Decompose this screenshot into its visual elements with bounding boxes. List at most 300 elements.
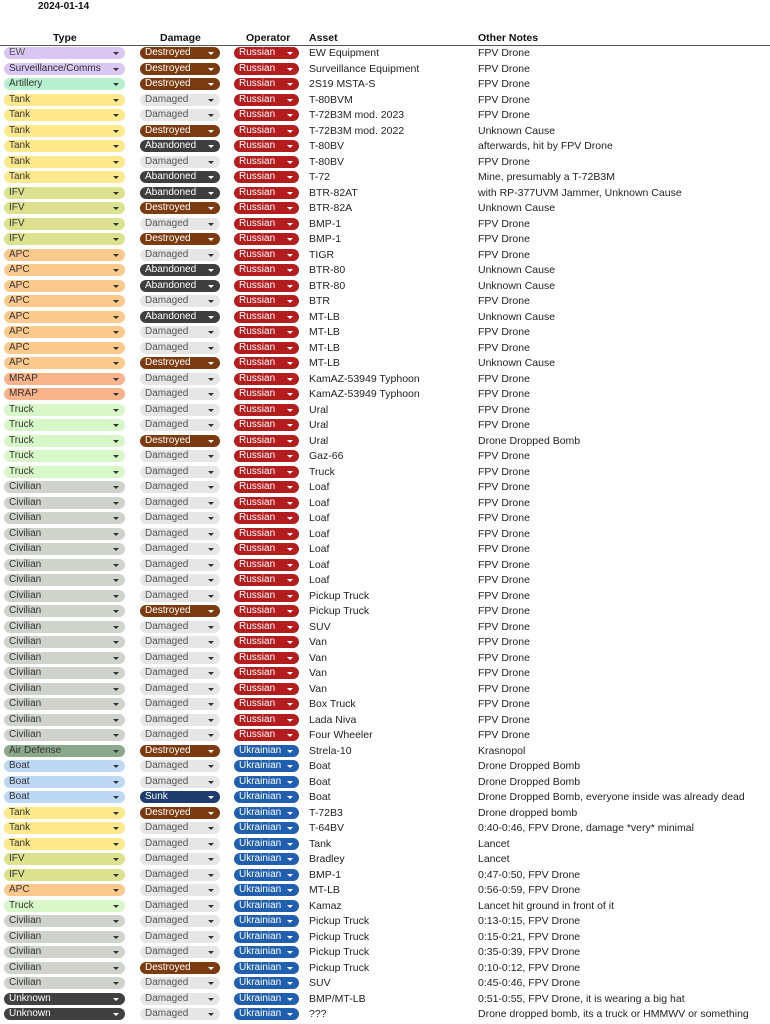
notes-cell[interactable]: FPV Drone bbox=[478, 326, 530, 338]
type-dropdown[interactable] bbox=[4, 853, 125, 865]
damage-dropdown[interactable] bbox=[140, 280, 220, 292]
damage-dropdown[interactable] bbox=[140, 791, 220, 803]
asset-cell[interactable]: T-64BV bbox=[309, 822, 345, 834]
damage-dropdown[interactable] bbox=[140, 559, 220, 571]
damage-dropdown[interactable] bbox=[140, 807, 220, 819]
notes-cell[interactable]: Drone Dropped Bomb, everyone inside was already dead bbox=[478, 791, 745, 803]
asset-cell[interactable]: Lada Niva bbox=[309, 713, 357, 726]
damage-dropdown[interactable] bbox=[140, 171, 220, 183]
type-dropdown[interactable] bbox=[4, 435, 125, 447]
asset-cell[interactable]: Gaz-66 bbox=[309, 450, 344, 462]
notes-cell[interactable]: FPV Drone bbox=[478, 636, 530, 648]
asset-cell[interactable]: T-72 bbox=[309, 171, 331, 183]
notes-cell[interactable]: FPV Drone bbox=[478, 372, 530, 385]
notes-cell[interactable]: Unknown Cause bbox=[478, 264, 556, 276]
notes-cell[interactable]: FPV Drone bbox=[478, 543, 530, 555]
operator-dropdown[interactable] bbox=[234, 125, 299, 137]
operator-dropdown[interactable] bbox=[234, 388, 299, 400]
operator-dropdown[interactable] bbox=[234, 233, 299, 245]
operator-dropdown[interactable] bbox=[234, 187, 299, 199]
asset-cell[interactable]: BTR-80 bbox=[309, 279, 346, 292]
damage-dropdown[interactable] bbox=[140, 636, 220, 648]
operator-dropdown[interactable] bbox=[234, 884, 299, 896]
operator-dropdown[interactable] bbox=[234, 249, 299, 261]
operator-dropdown[interactable] bbox=[234, 807, 299, 819]
damage-dropdown[interactable] bbox=[140, 1008, 220, 1020]
asset-cell[interactable]: Pickup Truck bbox=[309, 946, 370, 958]
damage-dropdown[interactable] bbox=[140, 915, 220, 927]
type-dropdown[interactable] bbox=[4, 528, 125, 540]
asset-cell[interactable]: ??? bbox=[309, 1008, 327, 1020]
type-dropdown[interactable] bbox=[4, 233, 125, 245]
damage-dropdown[interactable] bbox=[140, 233, 220, 245]
damage-dropdown[interactable] bbox=[140, 497, 220, 509]
damage-dropdown[interactable] bbox=[140, 993, 220, 1005]
damage-dropdown[interactable] bbox=[140, 977, 220, 989]
notes-cell[interactable]: FPV Drone bbox=[478, 465, 530, 478]
type-dropdown[interactable] bbox=[4, 156, 125, 168]
damage-dropdown[interactable] bbox=[140, 946, 220, 958]
damage-dropdown[interactable] bbox=[140, 481, 220, 493]
damage-dropdown[interactable] bbox=[140, 202, 220, 214]
notes-cell[interactable]: 0:56-0:59, FPV Drone bbox=[478, 884, 581, 896]
notes-cell[interactable]: FPV Drone bbox=[478, 341, 530, 354]
operator-dropdown[interactable] bbox=[234, 962, 299, 974]
notes-cell[interactable]: FPV Drone bbox=[478, 93, 530, 106]
notes-cell[interactable]: FPV Drone bbox=[478, 698, 530, 710]
notes-cell[interactable]: FPV Drone bbox=[478, 233, 530, 245]
damage-dropdown[interactable] bbox=[140, 295, 220, 307]
asset-cell[interactable]: Pickup Truck bbox=[309, 589, 370, 602]
operator-dropdown[interactable] bbox=[234, 714, 299, 726]
asset-cell[interactable]: SUV bbox=[309, 977, 331, 989]
type-dropdown[interactable] bbox=[4, 915, 125, 927]
damage-dropdown[interactable] bbox=[140, 342, 220, 354]
type-dropdown[interactable] bbox=[4, 977, 125, 989]
notes-cell[interactable]: Unknown Cause bbox=[478, 279, 556, 292]
operator-dropdown[interactable] bbox=[234, 698, 299, 710]
notes-cell[interactable]: FPV Drone bbox=[478, 527, 530, 540]
operator-dropdown[interactable] bbox=[234, 357, 299, 369]
asset-cell[interactable]: T-72B3M mod. 2022 bbox=[309, 124, 405, 137]
type-dropdown[interactable] bbox=[4, 807, 125, 819]
notes-cell[interactable]: FPV Drone bbox=[478, 713, 530, 726]
asset-cell[interactable]: Pickup Truck bbox=[309, 605, 370, 617]
operator-dropdown[interactable] bbox=[234, 419, 299, 431]
operator-dropdown[interactable] bbox=[234, 528, 299, 540]
asset-cell[interactable]: T-72B3M mod. 2023 bbox=[309, 109, 405, 121]
asset-cell[interactable]: BTR bbox=[309, 295, 330, 307]
damage-dropdown[interactable] bbox=[140, 667, 220, 679]
asset-cell[interactable]: Boat bbox=[309, 791, 331, 803]
notes-cell[interactable]: Unknown Cause bbox=[478, 310, 556, 323]
asset-cell[interactable]: T-80BVM bbox=[309, 93, 353, 106]
asset-cell[interactable]: MT-LB bbox=[309, 326, 340, 338]
operator-dropdown[interactable] bbox=[234, 218, 299, 230]
notes-cell[interactable]: FPV Drone bbox=[478, 651, 530, 664]
asset-cell[interactable]: BTR-80 bbox=[309, 264, 346, 276]
damage-dropdown[interactable] bbox=[140, 47, 220, 59]
asset-cell[interactable]: BMP/MT-LB bbox=[309, 992, 366, 1005]
operator-dropdown[interactable] bbox=[234, 853, 299, 865]
type-dropdown[interactable] bbox=[4, 745, 125, 757]
damage-dropdown[interactable] bbox=[140, 652, 220, 664]
asset-cell[interactable]: Surveillance Equipment bbox=[309, 62, 420, 75]
notes-cell[interactable]: FPV Drone bbox=[478, 248, 530, 261]
damage-dropdown[interactable] bbox=[140, 528, 220, 540]
damage-dropdown[interactable] bbox=[140, 94, 220, 106]
notes-cell[interactable]: 0:35-0:39, FPV Drone bbox=[478, 946, 581, 958]
damage-dropdown[interactable] bbox=[140, 109, 220, 121]
asset-cell[interactable]: Loaf bbox=[309, 512, 330, 524]
asset-cell[interactable]: Box Truck bbox=[309, 698, 356, 710]
damage-dropdown[interactable] bbox=[140, 590, 220, 602]
operator-dropdown[interactable] bbox=[234, 78, 299, 90]
type-dropdown[interactable] bbox=[4, 559, 125, 571]
type-dropdown[interactable] bbox=[4, 357, 125, 369]
damage-dropdown[interactable] bbox=[140, 962, 220, 974]
type-dropdown[interactable] bbox=[4, 171, 125, 183]
notes-cell[interactable]: FPV Drone bbox=[478, 419, 530, 431]
damage-dropdown[interactable] bbox=[140, 326, 220, 338]
type-dropdown[interactable] bbox=[4, 946, 125, 958]
asset-cell[interactable]: MT-LB bbox=[309, 310, 340, 323]
damage-dropdown[interactable] bbox=[140, 264, 220, 276]
asset-cell[interactable]: BMP-1 bbox=[309, 868, 342, 881]
asset-cell[interactable]: KamAZ-53949 Typhoon bbox=[309, 372, 420, 385]
asset-cell[interactable]: Loaf bbox=[309, 527, 330, 540]
asset-cell[interactable]: BTR-82A bbox=[309, 202, 353, 214]
damage-dropdown[interactable] bbox=[140, 822, 220, 834]
notes-cell[interactable]: Lancet bbox=[478, 837, 510, 850]
notes-cell[interactable]: FPV Drone bbox=[478, 109, 530, 121]
asset-cell[interactable]: Boat bbox=[309, 775, 331, 788]
damage-dropdown[interactable] bbox=[140, 125, 220, 137]
operator-dropdown[interactable] bbox=[234, 264, 299, 276]
operator-dropdown[interactable] bbox=[234, 342, 299, 354]
damage-dropdown[interactable] bbox=[140, 357, 220, 369]
damage-dropdown[interactable] bbox=[140, 714, 220, 726]
damage-dropdown[interactable] bbox=[140, 466, 220, 478]
asset-cell[interactable]: Van bbox=[309, 651, 327, 664]
operator-dropdown[interactable] bbox=[234, 915, 299, 927]
damage-dropdown[interactable] bbox=[140, 900, 220, 912]
operator-dropdown[interactable] bbox=[234, 683, 299, 695]
asset-cell[interactable]: Strela-10 bbox=[309, 744, 352, 757]
operator-dropdown[interactable] bbox=[234, 140, 299, 152]
damage-dropdown[interactable] bbox=[140, 512, 220, 524]
asset-cell[interactable]: Pickup Truck bbox=[309, 915, 370, 927]
operator-dropdown[interactable] bbox=[234, 776, 299, 788]
type-dropdown[interactable] bbox=[4, 295, 125, 307]
asset-cell[interactable]: Ural bbox=[309, 419, 329, 431]
damage-dropdown[interactable] bbox=[140, 543, 220, 555]
operator-dropdown[interactable] bbox=[234, 481, 299, 493]
operator-dropdown[interactable] bbox=[234, 636, 299, 648]
damage-dropdown[interactable] bbox=[140, 78, 220, 90]
type-dropdown[interactable] bbox=[4, 125, 125, 137]
type-dropdown[interactable] bbox=[4, 140, 125, 152]
type-dropdown[interactable] bbox=[4, 388, 125, 400]
notes-cell[interactable]: Unknown Cause bbox=[478, 202, 556, 214]
operator-dropdown[interactable] bbox=[234, 466, 299, 478]
damage-dropdown[interactable] bbox=[140, 683, 220, 695]
damage-dropdown[interactable] bbox=[140, 450, 220, 462]
notes-cell[interactable]: 0:10-0:12, FPV Drone bbox=[478, 961, 581, 974]
notes-cell[interactable]: afterwards, hit by FPV Drone bbox=[478, 140, 613, 152]
notes-cell[interactable]: FPV Drone bbox=[478, 589, 530, 602]
damage-dropdown[interactable] bbox=[140, 249, 220, 261]
notes-cell[interactable]: FPV Drone bbox=[478, 78, 530, 90]
asset-cell[interactable]: Loaf bbox=[309, 558, 330, 571]
asset-cell[interactable]: Kamaz bbox=[309, 899, 342, 912]
operator-dropdown[interactable] bbox=[234, 605, 299, 617]
asset-cell[interactable]: Boat bbox=[309, 760, 331, 772]
type-dropdown[interactable] bbox=[4, 512, 125, 524]
type-dropdown[interactable] bbox=[4, 373, 125, 385]
type-dropdown[interactable] bbox=[4, 466, 125, 478]
operator-dropdown[interactable] bbox=[234, 280, 299, 292]
asset-cell[interactable]: EW Equipment bbox=[309, 47, 380, 59]
operator-dropdown[interactable] bbox=[234, 729, 299, 741]
notes-cell[interactable]: FPV Drone bbox=[478, 574, 530, 586]
asset-cell[interactable]: Tank bbox=[309, 837, 332, 850]
damage-dropdown[interactable] bbox=[140, 574, 220, 586]
operator-dropdown[interactable] bbox=[234, 559, 299, 571]
damage-dropdown[interactable] bbox=[140, 869, 220, 881]
damage-dropdown[interactable] bbox=[140, 388, 220, 400]
asset-cell[interactable]: BTR-82AT bbox=[309, 186, 358, 199]
operator-dropdown[interactable] bbox=[234, 574, 299, 586]
asset-cell[interactable]: MT-LB bbox=[309, 884, 340, 896]
notes-cell[interactable]: Unknown Cause bbox=[478, 357, 556, 369]
notes-cell[interactable]: FPV Drone bbox=[478, 62, 530, 75]
asset-cell[interactable]: TIGR bbox=[309, 248, 335, 261]
operator-dropdown[interactable] bbox=[234, 450, 299, 462]
type-dropdown[interactable] bbox=[4, 621, 125, 633]
asset-cell[interactable]: T-80BV bbox=[309, 155, 345, 168]
damage-dropdown[interactable] bbox=[140, 187, 220, 199]
type-dropdown[interactable] bbox=[4, 249, 125, 261]
asset-cell[interactable]: SUV bbox=[309, 620, 331, 633]
operator-dropdown[interactable] bbox=[234, 993, 299, 1005]
asset-cell[interactable]: Loaf bbox=[309, 574, 330, 586]
notes-cell[interactable]: Drone dropped bomb, its a truck or HMMWV or something bbox=[478, 1008, 749, 1020]
type-dropdown[interactable] bbox=[4, 729, 125, 741]
asset-cell[interactable]: BMP-1 bbox=[309, 233, 342, 245]
notes-cell[interactable]: 0:40-0:46, FPV Drone, damage *very* minimal bbox=[478, 822, 694, 834]
type-dropdown[interactable] bbox=[4, 218, 125, 230]
operator-dropdown[interactable] bbox=[234, 1008, 299, 1020]
damage-dropdown[interactable] bbox=[140, 776, 220, 788]
type-dropdown[interactable] bbox=[4, 993, 125, 1005]
notes-cell[interactable]: FPV Drone bbox=[478, 729, 530, 741]
damage-dropdown[interactable] bbox=[140, 760, 220, 772]
operator-dropdown[interactable] bbox=[234, 667, 299, 679]
asset-cell[interactable]: T-80BV bbox=[309, 140, 345, 152]
type-dropdown[interactable] bbox=[4, 543, 125, 555]
type-dropdown[interactable] bbox=[4, 280, 125, 292]
operator-dropdown[interactable] bbox=[234, 295, 299, 307]
operator-dropdown[interactable] bbox=[234, 931, 299, 943]
asset-cell[interactable]: T-72B3 bbox=[309, 806, 343, 819]
asset-cell[interactable]: BMP-1 bbox=[309, 217, 342, 230]
notes-cell[interactable]: 0:15-0:21, FPV Drone bbox=[478, 930, 581, 943]
asset-cell[interactable]: 2S19 MSTA-S bbox=[309, 78, 376, 90]
type-dropdown[interactable] bbox=[4, 760, 125, 772]
operator-dropdown[interactable] bbox=[234, 652, 299, 664]
type-dropdown[interactable] bbox=[4, 109, 125, 121]
type-dropdown[interactable] bbox=[4, 931, 125, 943]
operator-dropdown[interactable] bbox=[234, 373, 299, 385]
asset-cell[interactable]: Truck bbox=[309, 465, 335, 478]
notes-cell[interactable]: FPV Drone bbox=[478, 481, 530, 493]
operator-dropdown[interactable] bbox=[234, 326, 299, 338]
type-dropdown[interactable] bbox=[4, 605, 125, 617]
damage-dropdown[interactable] bbox=[140, 435, 220, 447]
operator-dropdown[interactable] bbox=[234, 63, 299, 75]
notes-cell[interactable]: 0:51-0:55, FPV Drone, it is wearing a big hat bbox=[478, 992, 685, 1005]
type-dropdown[interactable] bbox=[4, 481, 125, 493]
operator-dropdown[interactable] bbox=[234, 497, 299, 509]
damage-dropdown[interactable] bbox=[140, 605, 220, 617]
operator-dropdown[interactable] bbox=[234, 822, 299, 834]
notes-cell[interactable]: FPV Drone bbox=[478, 295, 530, 307]
notes-cell[interactable]: FPV Drone bbox=[478, 47, 530, 59]
type-dropdown[interactable] bbox=[4, 698, 125, 710]
type-dropdown[interactable] bbox=[4, 574, 125, 586]
type-dropdown[interactable] bbox=[4, 652, 125, 664]
operator-dropdown[interactable] bbox=[234, 311, 299, 323]
operator-dropdown[interactable] bbox=[234, 435, 299, 447]
operator-dropdown[interactable] bbox=[234, 760, 299, 772]
notes-cell[interactable]: FPV Drone bbox=[478, 217, 530, 230]
operator-dropdown[interactable] bbox=[234, 94, 299, 106]
operator-dropdown[interactable] bbox=[234, 512, 299, 524]
type-dropdown[interactable] bbox=[4, 497, 125, 509]
type-dropdown[interactable] bbox=[4, 78, 125, 90]
type-dropdown[interactable] bbox=[4, 326, 125, 338]
notes-cell[interactable]: Krasnopol bbox=[478, 744, 526, 757]
type-dropdown[interactable] bbox=[4, 884, 125, 896]
notes-cell[interactable]: Drone Dropped Bomb bbox=[478, 775, 581, 788]
operator-dropdown[interactable] bbox=[234, 745, 299, 757]
asset-cell[interactable]: MT-LB bbox=[309, 341, 340, 354]
notes-cell[interactable]: 0:13-0:15, FPV Drone bbox=[478, 915, 581, 927]
type-dropdown[interactable] bbox=[4, 94, 125, 106]
notes-cell[interactable]: FPV Drone bbox=[478, 403, 530, 416]
operator-dropdown[interactable] bbox=[234, 543, 299, 555]
asset-cell[interactable]: Four Wheeler bbox=[309, 729, 373, 741]
asset-cell[interactable]: Van bbox=[309, 682, 327, 695]
asset-cell[interactable]: Loaf bbox=[309, 496, 330, 509]
notes-cell[interactable]: FPV Drone bbox=[478, 558, 530, 571]
notes-cell[interactable]: Mine, presumably a T-72B3M bbox=[478, 171, 615, 183]
operator-dropdown[interactable] bbox=[234, 869, 299, 881]
operator-dropdown[interactable] bbox=[234, 791, 299, 803]
type-dropdown[interactable] bbox=[4, 714, 125, 726]
damage-dropdown[interactable] bbox=[140, 373, 220, 385]
damage-dropdown[interactable] bbox=[140, 853, 220, 865]
operator-dropdown[interactable] bbox=[234, 109, 299, 121]
damage-dropdown[interactable] bbox=[140, 931, 220, 943]
notes-cell[interactable]: FPV Drone bbox=[478, 667, 530, 679]
asset-cell[interactable]: Pickup Truck bbox=[309, 961, 370, 974]
asset-cell[interactable]: KamAZ-53949 Typhoon bbox=[309, 388, 420, 400]
notes-cell[interactable]: 0:47-0:50, FPV Drone bbox=[478, 868, 581, 881]
damage-dropdown[interactable] bbox=[140, 63, 220, 75]
type-dropdown[interactable] bbox=[4, 404, 125, 416]
type-dropdown[interactable] bbox=[4, 590, 125, 602]
operator-dropdown[interactable] bbox=[234, 202, 299, 214]
operator-dropdown[interactable] bbox=[234, 900, 299, 912]
notes-cell[interactable]: Lancet hit ground in front of it bbox=[478, 899, 615, 912]
operator-dropdown[interactable] bbox=[234, 838, 299, 850]
damage-dropdown[interactable] bbox=[140, 156, 220, 168]
type-dropdown[interactable] bbox=[4, 962, 125, 974]
type-dropdown[interactable] bbox=[4, 869, 125, 881]
damage-dropdown[interactable] bbox=[140, 884, 220, 896]
asset-cell[interactable]: Ural bbox=[309, 403, 329, 416]
damage-dropdown[interactable] bbox=[140, 419, 220, 431]
type-dropdown[interactable] bbox=[4, 311, 125, 323]
notes-cell[interactable]: FPV Drone bbox=[478, 388, 530, 400]
notes-cell[interactable]: 0:45-0:46, FPV Drone bbox=[478, 977, 581, 989]
notes-cell[interactable]: Drone dropped bomb bbox=[478, 806, 578, 819]
notes-cell[interactable]: FPV Drone bbox=[478, 512, 530, 524]
damage-dropdown[interactable] bbox=[140, 140, 220, 152]
damage-dropdown[interactable] bbox=[140, 838, 220, 850]
operator-dropdown[interactable] bbox=[234, 977, 299, 989]
type-dropdown[interactable] bbox=[4, 63, 125, 75]
type-dropdown[interactable] bbox=[4, 667, 125, 679]
notes-cell[interactable]: FPV Drone bbox=[478, 155, 530, 168]
operator-dropdown[interactable] bbox=[234, 47, 299, 59]
type-dropdown[interactable] bbox=[4, 900, 125, 912]
type-dropdown[interactable] bbox=[4, 342, 125, 354]
damage-dropdown[interactable] bbox=[140, 698, 220, 710]
asset-cell[interactable]: Bradley bbox=[309, 853, 345, 865]
notes-cell[interactable]: FPV Drone bbox=[478, 496, 530, 509]
asset-cell[interactable]: Ural bbox=[309, 434, 329, 447]
operator-dropdown[interactable] bbox=[234, 404, 299, 416]
type-dropdown[interactable] bbox=[4, 264, 125, 276]
notes-cell[interactable]: FPV Drone bbox=[478, 682, 530, 695]
type-dropdown[interactable] bbox=[4, 47, 125, 59]
notes-cell[interactable]: FPV Drone bbox=[478, 620, 530, 633]
type-dropdown[interactable] bbox=[4, 419, 125, 431]
notes-cell[interactable]: with RP-377UVM Jammer, Unknown Cause bbox=[478, 186, 682, 199]
damage-dropdown[interactable] bbox=[140, 404, 220, 416]
type-dropdown[interactable] bbox=[4, 776, 125, 788]
notes-cell[interactable]: Drone Dropped Bomb bbox=[478, 434, 581, 447]
operator-dropdown[interactable] bbox=[234, 171, 299, 183]
type-dropdown[interactable] bbox=[4, 822, 125, 834]
operator-dropdown[interactable] bbox=[234, 946, 299, 958]
damage-dropdown[interactable] bbox=[140, 311, 220, 323]
operator-dropdown[interactable] bbox=[234, 156, 299, 168]
asset-cell[interactable]: MT-LB bbox=[309, 357, 340, 369]
asset-cell[interactable]: Van bbox=[309, 667, 327, 679]
notes-cell[interactable]: FPV Drone bbox=[478, 450, 530, 462]
notes-cell[interactable]: Unknown Cause bbox=[478, 124, 556, 137]
type-dropdown[interactable] bbox=[4, 636, 125, 648]
type-dropdown[interactable] bbox=[4, 450, 125, 462]
damage-dropdown[interactable] bbox=[140, 621, 220, 633]
type-dropdown[interactable] bbox=[4, 202, 125, 214]
type-dropdown[interactable] bbox=[4, 1008, 125, 1020]
notes-cell[interactable]: Lancet bbox=[478, 853, 510, 865]
